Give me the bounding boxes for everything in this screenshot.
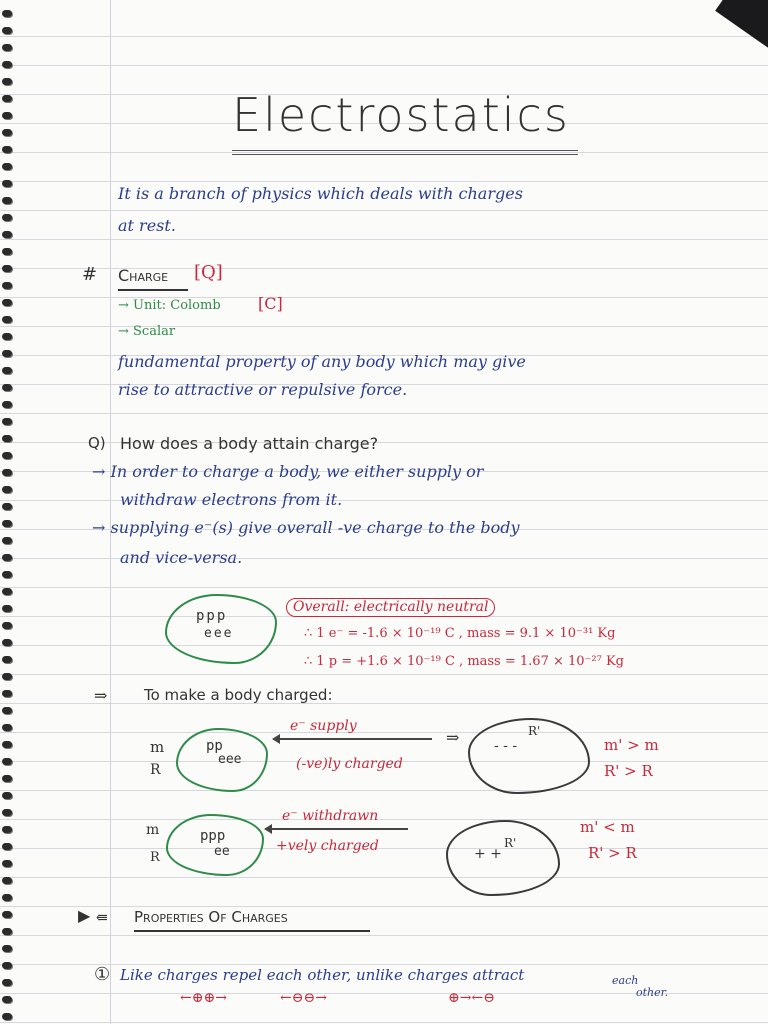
spiral-hole — [2, 486, 12, 493]
spiral-hole — [2, 928, 12, 935]
properties-bullet: ▶ — [78, 906, 91, 925]
spiral-hole — [2, 44, 12, 51]
spiral-hole — [2, 537, 12, 544]
charge-definition-1: fundamental property of any body which may give — [118, 352, 526, 371]
unlike-attract: ⊕→←⊖ — [448, 990, 495, 1006]
charge-scalar: → Scalar — [118, 324, 176, 339]
spiral-hole — [2, 367, 12, 374]
spiral-hole — [2, 112, 12, 119]
charge-unit-symbol: [C] — [258, 294, 283, 313]
supply-radius-label: R — [150, 762, 161, 778]
intro-line-1: It is a branch of physics which deals with charges — [118, 184, 523, 203]
spiral-hole — [2, 843, 12, 850]
neutral-protons: ppp — [196, 608, 228, 624]
charge-unit: → Unit: Colomb — [118, 298, 221, 313]
spiral-hole — [2, 520, 12, 527]
margin-line — [110, 0, 111, 1024]
spiral-hole — [2, 656, 12, 663]
spiral-hole — [2, 282, 12, 289]
supply-arrow — [274, 738, 432, 740]
withdraw-arrow-label: e⁻ withdrawn — [282, 808, 379, 824]
spiral-hole — [2, 962, 12, 969]
spiral-hole — [2, 214, 12, 221]
answer-1-line-1: → In order to charge a body, we either supply or — [92, 462, 484, 481]
title-underline — [232, 150, 578, 155]
properties-heading: Properties Of Charges — [134, 908, 288, 926]
intro-line-2: at rest. — [118, 216, 176, 235]
spiral-hole — [2, 588, 12, 595]
withdraw-new-blob — [446, 820, 560, 896]
properties-underline — [134, 930, 370, 932]
like-positive-repel: ←⊕⊕→ — [180, 990, 227, 1006]
proton-charge: ∴ 1 p = +1.6 × 10⁻¹⁹ C , mass = 1.67 × 10⁻²⁷ Kg — [304, 654, 624, 669]
spiral-hole — [2, 180, 12, 187]
supply-arrow-label: e⁻ supply — [290, 718, 357, 734]
supply-new-electrons: - - - — [494, 738, 518, 754]
spiral-hole — [2, 384, 12, 391]
spiral-hole — [2, 299, 12, 306]
spiral-hole — [2, 10, 12, 17]
spiral-hole — [2, 996, 12, 1003]
charge-bullet: # — [82, 264, 98, 285]
supply-mass-relation: m' > m — [604, 736, 659, 754]
charge-heading-underline — [118, 289, 188, 291]
charge-symbol: [Q] — [194, 262, 223, 283]
answer-1-line-2: withdraw electrons from it. — [120, 490, 343, 509]
spiral-hole — [2, 401, 12, 408]
spiral-hole — [2, 146, 12, 153]
neutral-electrons: eee — [204, 626, 234, 641]
property-1-number: ① — [94, 964, 111, 985]
supply-new-radius: R' — [528, 724, 541, 738]
answer-2-line-2: and vice-versa. — [120, 548, 243, 567]
supply-protons: pp — [206, 738, 223, 754]
spiral-hole — [2, 554, 12, 561]
answer-2-line-1: → supplying e⁻(s) give overall -ve charge to the body — [92, 518, 520, 537]
spiral-hole — [2, 418, 12, 425]
spiral-hole — [2, 435, 12, 442]
spiral-hole — [2, 911, 12, 918]
property-1-tail-2: other. — [636, 986, 669, 999]
spiral-hole — [2, 503, 12, 510]
spiral-hole — [2, 316, 12, 323]
make-charged-text: To make a body charged: — [144, 686, 333, 704]
spiral-hole — [2, 639, 12, 646]
spiral-hole — [2, 775, 12, 782]
spiral-hole — [2, 571, 12, 578]
spiral-hole — [2, 265, 12, 272]
spiral-hole — [2, 27, 12, 34]
spiral-hole — [2, 707, 12, 714]
spiral-hole — [2, 860, 12, 867]
spiral-hole — [2, 792, 12, 799]
spiral-hole — [2, 605, 12, 612]
spiral-hole — [2, 690, 12, 697]
supply-radius-relation: R' > R — [604, 762, 653, 780]
charge-definition-2: rise to attractive or repulsive force. — [118, 380, 408, 399]
corner-shadow — [715, 0, 768, 57]
withdraw-new-protons: + + — [474, 846, 502, 862]
spiral-hole — [2, 945, 12, 952]
spiral-hole — [2, 741, 12, 748]
spiral-hole — [2, 758, 12, 765]
supply-electrons: eee — [218, 752, 242, 767]
spiral-hole — [2, 724, 12, 731]
spiral-hole — [2, 231, 12, 238]
charge-heading: Charge — [118, 266, 169, 285]
spiral-hole — [2, 979, 12, 986]
spiral-hole — [2, 129, 12, 136]
spiral-hole — [2, 95, 12, 102]
spiral-hole — [2, 1013, 12, 1020]
supply-implies: ⇒ — [446, 728, 460, 747]
withdraw-mass-relation: m' < m — [580, 818, 635, 836]
like-negative-repel: ←⊖⊖→ — [280, 990, 327, 1006]
neutral-label: Overall: electrically neutral — [286, 598, 495, 617]
electron-charge: ∴ 1 e⁻ = -1.6 × 10⁻¹⁹ C , mass = 9.1 × 10⁻³¹ Kg — [304, 626, 616, 641]
property-1-text: Like charges repel each other, unlike charges attract — [120, 966, 525, 984]
spiral-hole — [2, 197, 12, 204]
page-title: Electrostatics — [232, 88, 570, 142]
spiral-hole — [2, 163, 12, 170]
implies-arrow: ⇒ — [94, 686, 108, 705]
properties-marker-icon: ⇚ — [96, 910, 108, 926]
supply-mass-label: m — [150, 738, 165, 756]
withdraw-radius-relation: R' > R — [588, 844, 637, 862]
withdraw-protons: ppp — [200, 828, 226, 844]
spiral-hole — [2, 78, 12, 85]
spiral-hole — [2, 809, 12, 816]
spiral-hole — [2, 826, 12, 833]
question-marker: Q) — [88, 434, 106, 452]
spiral-hole — [2, 452, 12, 459]
spiral-hole — [2, 333, 12, 340]
spiral-hole — [2, 877, 12, 884]
spiral-binding — [0, 0, 18, 1024]
question-text: How does a body attain charge? — [120, 434, 379, 453]
spiral-hole — [2, 622, 12, 629]
withdraw-radius-label: R — [150, 850, 160, 865]
spiral-hole — [2, 469, 12, 476]
spiral-hole — [2, 61, 12, 68]
withdraw-result: +vely charged — [276, 838, 379, 854]
spiral-hole — [2, 673, 12, 680]
property-1-tail-1: each — [612, 974, 639, 987]
withdraw-new-radius: R' — [504, 836, 517, 850]
spiral-hole — [2, 248, 12, 255]
withdraw-mass-label: m — [146, 822, 160, 838]
withdraw-electrons: ee — [214, 844, 230, 859]
spiral-hole — [2, 350, 12, 357]
withdraw-arrow — [266, 828, 408, 830]
spiral-hole — [2, 894, 12, 901]
supply-result: (-ve)ly charged — [296, 756, 403, 772]
